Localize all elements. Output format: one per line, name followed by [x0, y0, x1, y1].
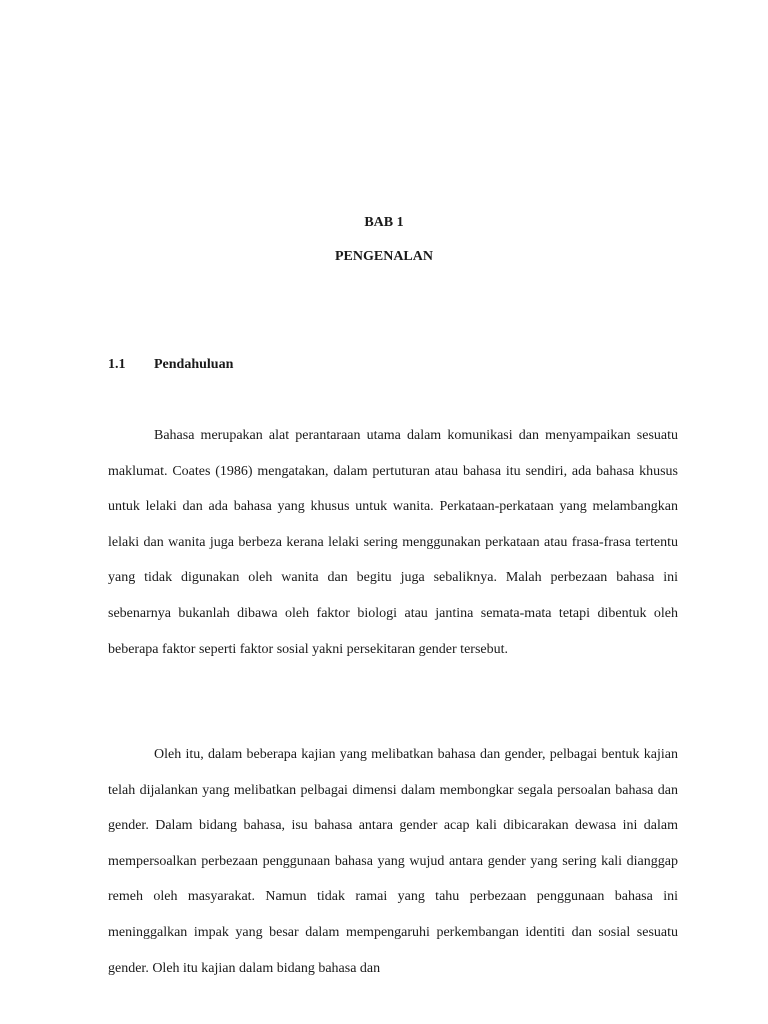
section-heading	[108, 356, 233, 374]
section-number: 1.1	[108, 357, 126, 372]
chapter-number: BAB 1	[364, 215, 404, 230]
paragraph-second: Oleh itu, dalam beberapa kajian yang melibatkan bahasa dan gender, pelbagai bentuk kajian telah dijalankan yang melibatkan pelbagai dimensi dalam membongkar segala persoalan bahasa dan gender. Dalam bidang bahasa, isu bahasa antara gender acap kali dibicarakan dewasa ini dalam mempersoalkan perbezaan penggunaan bahasa yang wujud antara gender yang sering kali dianggap remeh oleh masyarakat. Namun tidak ramai yang tahu perbezaan penggunaan bahasa ini meninggalkan impak yang besar dalam mempengaruhi perkembangan identiti dan sosial sesuatu gender. Oleh itu kajian dalam bidang bahasa dan	[108, 747, 678, 976]
chapter-title: PENGENALAN	[334, 249, 433, 264]
section-title: Pendahuluan	[154, 357, 234, 372]
paragraph-intro: Bahasa merupakan alat perantaraan utama dalam komunikasi dan menyampaikan sesuatu maklumat. Coates (1986) mengatakan, dalam pertuturan atau bahasa itu sendiri, ada bahasa khusus untuk lelaki dan ada bahasa yang khusus untuk wanita. Perkataan-perkataan yang melambangkan lelaki dan wanita juga berbeza kerana lelaki sering menggunakan perkataan atau frasa-frasa tertentu yang tidak digunakan oleh wanita dan begitu juga sebaliknya. Malah perbezaan bahasa ini sebenarnya bukanlah dibawa oleh faktor biologi atau jantina semata-mata tetapi dibentuk oleh beberapa faktor seperti faktor sosial yakni persekitaran gender tersebut.	[108, 428, 678, 657]
